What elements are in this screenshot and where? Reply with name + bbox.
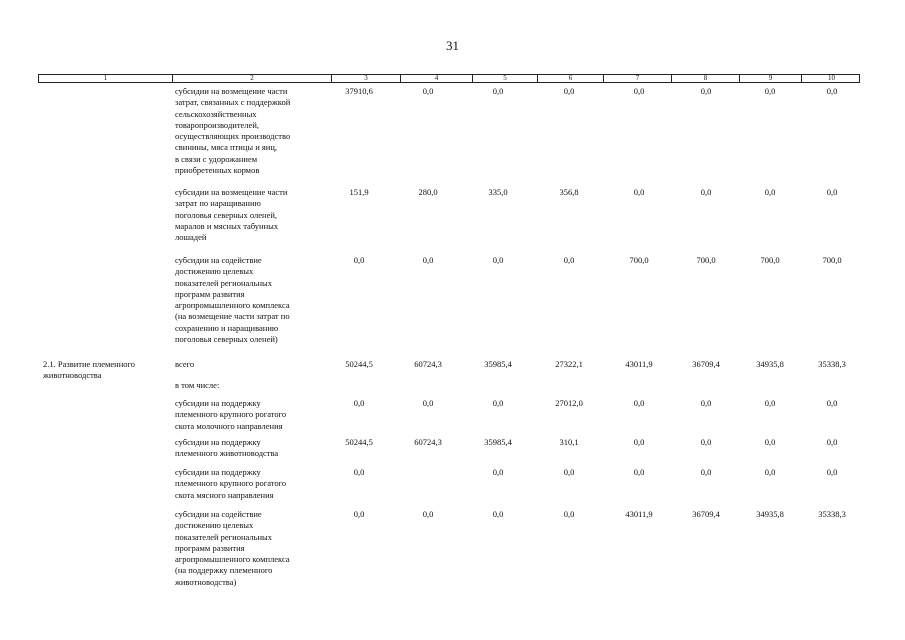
- cell-value: 0,0: [563, 509, 575, 519]
- page-number: 31: [446, 38, 459, 53]
- cell-value: 27012,0: [555, 398, 583, 408]
- cell-value: 60724,3: [414, 359, 442, 369]
- row-label: субсидии на содействие достижению целевых показателей региональных программ развития агропромышленного комплекса (на возмещение части затрат по сохранению и наращиванию поголовья северных оленей): [175, 255, 290, 345]
- cell-value: 0,0: [633, 437, 645, 447]
- cell-value: 35338,3: [818, 509, 846, 519]
- header-cell-8: 8: [672, 75, 740, 82]
- cell-value: 0,0: [563, 86, 575, 96]
- cell-value: 34935,8: [756, 359, 784, 369]
- cell-value: 0,0: [422, 509, 434, 519]
- cell-value: 151,9: [349, 187, 369, 197]
- table-header-row: [38, 74, 860, 83]
- cell-value: 0,0: [492, 509, 504, 519]
- cell-value: 60724,3: [414, 437, 442, 447]
- cell-value: 0,0: [633, 398, 645, 408]
- cell-value: 0,0: [492, 398, 504, 408]
- cell-value: 700,0: [760, 255, 780, 265]
- cell-value: 0,0: [700, 467, 712, 477]
- cell-value: 27322,1: [555, 359, 583, 369]
- cell-value: 36709,4: [692, 359, 720, 369]
- cell-value: 43011,9: [625, 509, 653, 519]
- cell-value: 0,0: [492, 86, 504, 96]
- cell-value: 0,0: [700, 398, 712, 408]
- row-label: субсидии на поддержку племенного животноводства: [175, 437, 279, 459]
- cell-value: 43011,9: [625, 359, 653, 369]
- row-label: субсидии на поддержку племенного крупного рогатого скота молочного направления: [175, 398, 287, 431]
- cell-value: 36709,4: [692, 509, 720, 519]
- cell-value: 0,0: [700, 187, 712, 197]
- cell-value: 0,0: [422, 398, 434, 408]
- cell-value: 356,8: [559, 187, 579, 197]
- cell-value: 0,0: [563, 467, 575, 477]
- header-cell-10: 10: [828, 74, 835, 82]
- row-label: субсидии на возмещение части затрат по наращиванию поголовья северных оленей, маралов и мясных табунных лошадей: [175, 187, 288, 243]
- header-cell-2: 2: [173, 75, 332, 82]
- cell-value: 50244,5: [345, 437, 373, 447]
- cell-value: 0,0: [764, 437, 776, 447]
- header-cell-3: 3: [332, 75, 401, 82]
- cell-value: 37910,6: [345, 86, 373, 96]
- cell-value: 0,0: [422, 255, 434, 265]
- cell-value: 0,0: [764, 467, 776, 477]
- cell-value: 0,0: [700, 437, 712, 447]
- cell-value: 700,0: [822, 255, 842, 265]
- cell-value: 0,0: [764, 187, 776, 197]
- cell-value: 0,0: [826, 467, 838, 477]
- cell-value: 35985,4: [484, 437, 512, 447]
- cell-value: 0,0: [563, 255, 575, 265]
- header-cell-5: 5: [473, 75, 538, 82]
- cell-value: 0,0: [826, 398, 838, 408]
- row-label: в том числе:: [175, 380, 220, 390]
- cell-value: 0,0: [633, 467, 645, 477]
- cell-value: 310,1: [559, 437, 579, 447]
- cell-value: 35338,3: [818, 359, 846, 369]
- cell-value: 0,0: [492, 467, 504, 477]
- cell-value: 0,0: [764, 86, 776, 96]
- row-label: субсидии на поддержку племенного крупного рогатого скота мясного направления: [175, 467, 287, 500]
- cell-value: 34935,8: [756, 509, 784, 519]
- cell-value: 0,0: [353, 509, 365, 519]
- cell-value: 700,0: [696, 255, 716, 265]
- cell-value: 0,0: [633, 187, 645, 197]
- row-label: субсидии на содействие достижению целевых показателей региональных программ развития агропромышленного комплекса (на поддержку племенного животноводства): [175, 509, 290, 587]
- row-label: всего: [175, 359, 195, 369]
- cell-value: 0,0: [764, 398, 776, 408]
- cell-value: 0,0: [826, 86, 838, 96]
- cell-value: 280,0: [418, 187, 438, 197]
- cell-value: 0,0: [353, 467, 365, 477]
- cell-value: 0,0: [422, 86, 434, 96]
- cell-value: 0,0: [700, 86, 712, 96]
- cell-value: 335,0: [488, 187, 508, 197]
- cell-value: 0,0: [492, 255, 504, 265]
- header-cell-6: 6: [538, 75, 604, 82]
- row-label: субсидии на возмещение части затрат, связанных с поддержкой сельскохозяйственных товаропроизводителей, осуществляющих производство свинины, мяса птицы и яиц, в связи с удорожанием приобретенных кормов: [175, 86, 291, 176]
- cell-value: 700,0: [629, 255, 649, 265]
- cell-value: 0,0: [826, 437, 838, 447]
- cell-value: 0,0: [353, 398, 365, 408]
- section-label: 2.1. Развитие племенного животноводства: [43, 359, 136, 380]
- header-cell-1: 1: [39, 75, 173, 82]
- cell-value: 0,0: [633, 86, 645, 96]
- header-cell-9: 9: [740, 75, 802, 82]
- header-cell-7: 7: [604, 75, 672, 82]
- cell-value: 0,0: [353, 255, 365, 265]
- cell-value: 50244,5: [345, 359, 373, 369]
- header-cell-4: 4: [401, 75, 473, 82]
- cell-value: 35985,4: [484, 359, 512, 369]
- cell-value: 0,0: [826, 187, 838, 197]
